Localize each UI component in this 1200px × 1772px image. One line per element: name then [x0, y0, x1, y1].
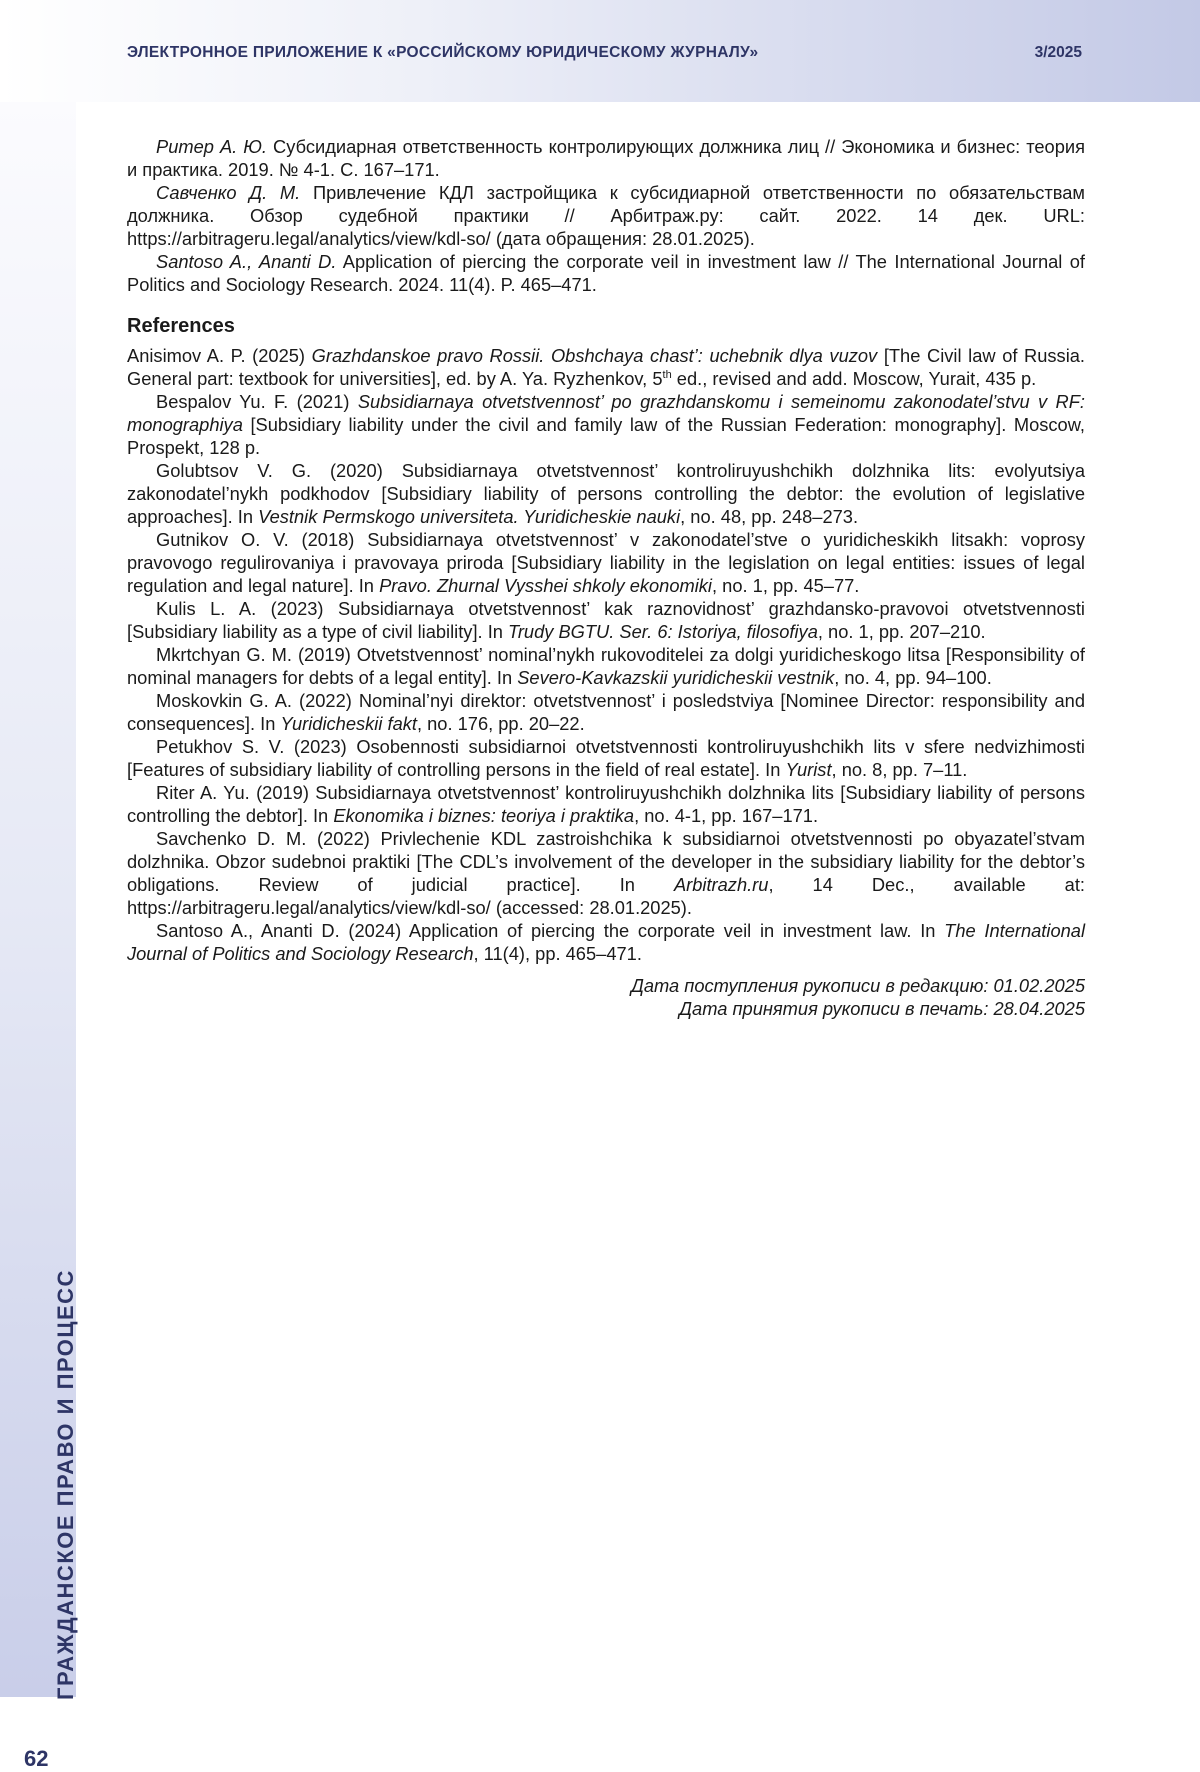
issue-number: 3/2025: [1034, 44, 1082, 61]
italic-title: Pravo. Zhurnal Vysshei shkoly ekonomiki: [379, 575, 712, 596]
reference-text: Riter A. Yu. (2019) Subsidiarnaya otvetstvennost’ kontroliruyushchikh dolzhnika lits [Subsidiary liability of persons controlling the debtor]. In: [127, 782, 1085, 826]
references-list: [127, 344, 1085, 965]
reference-text: [Subsidiary liability under the civil and family law of the Russian Federation: monography]. Moscow, Prospekt, 128 p.: [127, 414, 1085, 458]
reference-entry: [127, 689, 1085, 735]
accepted-date: Дата принятия рукописи в печать: 28.04.2025: [679, 998, 1085, 1019]
literature-list: [127, 135, 1085, 296]
reference-text: Moskovkin G. A. (2022) Nominal’nyi direktor: otvetstvennost’ i posledstviya [Nominee Director: responsibility and consequences]. In: [127, 690, 1085, 734]
reference-text: , no. 8, pp. 7–11.: [831, 759, 968, 780]
italic-title: Santoso A., Ananti D.: [156, 251, 337, 272]
references-heading: References: [127, 315, 235, 337]
reference-entry: [127, 250, 1085, 296]
reference-entry: [127, 919, 1085, 965]
section-title: ГРАЖДАНСКОЕ ПРАВО И ПРОЦЕСС: [53, 1269, 78, 1700]
reference-text: , no. 1, pp. 45–77.: [712, 575, 860, 596]
italic-title: Arbitrazh.ru: [673, 874, 769, 895]
reference-text: , 14 Dec., available at: https://arbitrageru.legal/analytics/view/kdl-so/ (accessed: 28.01.2025).: [127, 874, 1086, 918]
italic-title: Ekonomika i biznes: teoriya i praktika: [333, 805, 635, 826]
page-header: [0, 0, 1200, 102]
reference-text: ed., revised and add. Moscow, Yurait, 435 p.: [671, 368, 1037, 389]
reference-text: th: [662, 368, 672, 381]
reference-entry: [127, 735, 1085, 781]
italic-title: Subsidiarnaya otvetstvennost’ po grazhdanskomu i semeinomu zakonodatel’stvu v RF: monographiya: [127, 391, 1085, 435]
italic-title: Grazhdanskoe pravo Rossii. Obshchaya chast’: uchebnik dlya vuzov: [311, 345, 878, 366]
reference-entry: [127, 781, 1085, 827]
reference-text: Bespalov Yu. F. (2021): [156, 391, 358, 412]
reference-text: Savchenko D. M. (2022) Privlechenie KDL zastroishchika k subsidiarnoi otvetstvennosti po obyazatel’stvam dolzhnika. Obzor sudebnoi praktiki [The CDL’s involvement of the developer in the subsidiary liability for the debtor’s obligations. Review of judicial practice]. In: [127, 828, 1085, 895]
reference-entry: [127, 827, 1085, 919]
reference-text: Mkrtchyan G. M. (2019) Otvetstvennost’ nominal’nykh rukovoditelei za dolgi yuridicheskogo litsa [Responsibility of nominal managers for debts of a legal entity]. In: [127, 644, 1085, 688]
reference-text: [The Civil law of Russia. General part: textbook for universities], ed. by A. Ya. Ryzhenkov, 5: [127, 345, 1086, 389]
reference-text: , no. 1, pp. 207–210.: [817, 621, 986, 642]
reference-text: Petukhov S. V. (2023) Osobennosti subsidiarnoi otvetstvennosti kontroliruyushchikh lits v sfere nedvizhimosti [Features of subsidiary liability of controlling persons in the field of real estate]. In: [127, 736, 1085, 780]
reference-entry: [127, 459, 1085, 528]
page-number: 62: [24, 1746, 49, 1771]
italic-title: Severo-Kavkazskii yuridicheskii vestnik: [517, 667, 835, 688]
reference-entry: [127, 528, 1085, 597]
italic-title: Савченко Д. М.: [156, 182, 301, 203]
reference-text: , no. 176, pp. 20–22.: [416, 713, 585, 734]
reference-entry: [127, 390, 1085, 459]
reference-text: Golubtsov V. G. (2020) Subsidiarnaya otvetstvennost’ kontroliruyushchikh dolzhnika lits: evolyutsiya zakonodatel’nykh podkhodov [Subsidiary liability of persons controlling the debtor: the evolution of legislative approaches]. In: [127, 460, 1085, 527]
italic-title: Yuridicheskii fakt: [280, 713, 417, 734]
italic-title: The International Journal of Politics and Sociology Research: [127, 920, 1086, 964]
side-band: [0, 102, 78, 1771]
reference-entry: [127, 181, 1085, 250]
reference-entry: [127, 344, 1085, 390]
reference-text: Kulis L. A. (2023) Subsidiarnaya otvetstvennost’ kak raznovidnost’ grazhdansko-pravovoi otvetstvennosti [Subsidiary liability as a type of civil liability]. In: [127, 598, 1085, 642]
reference-entry: [127, 597, 1085, 643]
reference-text: Субсидиарная ответственность контролирующих должника лиц // Экономика и бизнес: теория и практика. 2019. № 4-1. С. 167–171.: [127, 136, 1085, 180]
reference-text: Santoso A., Ananti D. (2024) Application of piercing the corporate veil in investment law. In: [156, 920, 945, 941]
journal-title: ЭЛЕКТРОННОЕ ПРИЛОЖЕНИЕ К «РОССИЙСКОМУ ЮРИДИЧЕСКОМУ ЖУРНАЛУ»: [127, 44, 759, 61]
reference-text: , no. 48, pp. 248–273.: [680, 506, 859, 527]
received-date: Дата поступления рукописи в редакцию: 01.02.2025: [630, 975, 1085, 996]
reference-text: , no. 4, pp. 94–100.: [834, 667, 992, 688]
reference-text: , 11(4), pp. 465–471.: [473, 943, 642, 964]
reference-text: Привлечение КДЛ застройщика к субсидиарной ответственности по обязательствам должника. Обзор судебной практики // Арбитраж.ру: сайт. 2022. 14 дек. URL: https://arbitrageru.legal/analytics/view/kdl-so/ (дата обращения: 28.01.2025).: [127, 182, 1085, 249]
italic-title: Trudy BGTU. Ser. 6: Istoriya, filosofiya: [508, 621, 818, 642]
reference-entry: [127, 643, 1085, 689]
reference-text: Gutnikov O. V. (2018) Subsidiarnaya otvetstvennost’ v zakonodatel’stve o yuridicheskikh litsakh: voprosy pravovogo regulirovaniya i pravovaya priroda [Subsidiary liability in the legislation on legal entities: issues of legal regulation and legal nature]. In: [127, 529, 1085, 596]
manuscript-dates: [127, 974, 1085, 1020]
reference-text: Application of piercing the corporate veil in investment law // The International Journal of Politics and Sociology Research. 2024. 11(4). P. 465–471.: [127, 251, 1085, 295]
reference-text: , no. 4-1, pp. 167–171.: [634, 805, 819, 826]
reference-entry: [127, 135, 1085, 181]
italic-title: Vestnik Permskogo universiteta. Yuridicheskie nauki: [258, 506, 681, 527]
italic-title: Ритер А. Ю.: [156, 136, 268, 157]
page-content: [127, 135, 1085, 1020]
reference-text: Anisimov A. P. (2025): [127, 345, 312, 366]
italic-title: Yurist: [785, 759, 832, 780]
